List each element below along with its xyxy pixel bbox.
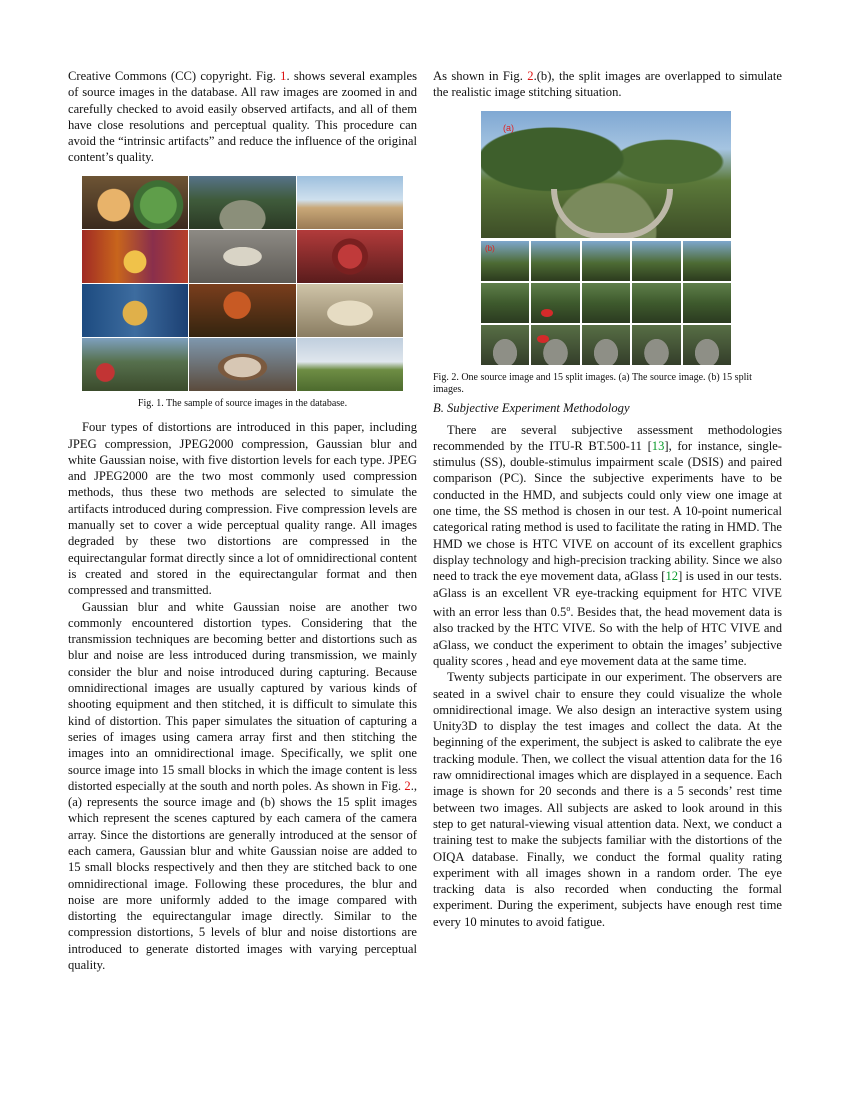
split-overlap-paragraph — [433, 68, 782, 101]
split-image-cell — [481, 283, 529, 323]
split-image-cell — [632, 283, 680, 323]
bench-arc-shape — [551, 189, 673, 238]
intro-text-a: Creative Commons (CC) copyright. Fig. — [68, 69, 281, 83]
right-column — [433, 68, 782, 930]
split-image-cell — [582, 241, 630, 281]
source-image-thumbnail — [82, 284, 188, 337]
split-text-a: As shown in Fig. — [433, 69, 528, 83]
figure-1-source-images — [82, 176, 403, 391]
split-image-cell — [531, 325, 579, 365]
methodology-paragraph — [433, 422, 782, 670]
split-image-cell — [531, 283, 579, 323]
fig1-reference[interactable]: 1 — [280, 69, 287, 83]
blur-noise-paragraph — [68, 599, 417, 974]
split-image-cell — [683, 241, 731, 281]
split-image-cell — [582, 325, 630, 365]
method-text-d: . Besides that, the head movement data is also tracked by the HTC VIVE. So with the help of HTC VIVE and aGlass, we conduct the experiment to obtain the images’ subjective quality scores , head and eye movement data at the same time. — [433, 605, 782, 668]
source-image-thumbnail — [189, 176, 295, 229]
section-heading: B. Subjective Experiment Methodology — [433, 400, 630, 415]
figure-2-label-a: (a) — [503, 122, 514, 133]
source-image-thumbnail — [297, 230, 403, 283]
figure-2-split-images — [481, 241, 731, 365]
fig2-reference[interactable]: 2 — [404, 778, 411, 793]
source-image-thumbnail — [82, 230, 188, 283]
source-image-thumbnail — [297, 284, 403, 337]
figure-2-label-b: (b) — [485, 243, 495, 253]
method-text-a: There are several subjective assessment methodologies recommended by the ITU-R BT.500-11 [ — [433, 422, 782, 453]
source-image-thumbnail — [189, 338, 295, 391]
intro-paragraph — [68, 68, 417, 166]
fig2-reference[interactable]: 2 — [527, 69, 534, 83]
split-image-cell — [683, 283, 731, 323]
citation-13[interactable]: 13 — [651, 438, 665, 453]
red-object-mark — [541, 309, 553, 317]
split-text-b: .(b), the split images are overlapped to simulate the realistic image stitching situation. — [433, 69, 782, 100]
source-image-thumbnail — [82, 176, 188, 229]
source-image-thumbnail — [82, 338, 188, 391]
blur-noise-text-b: ., (a) represents the source image and (b) shows the 15 split images which represent the scenes captured by each camera of the camera array. Since the distortions are generally introduced at the sensor of each camera, Gaussian blur and white Gaussian noise are added to 15 small blocks respectively and then they are stitched back to one omnidirectional image. Following these procedures, the blur and noise are more uniformly added to the image compared with distorting the equirectangular image directly. Similar to the compression distortions, 5 levels of blur and noise distortions are introduced to generate distorted images with varying perceptual quality. — [68, 778, 417, 973]
split-image-cell — [481, 325, 529, 365]
citation-12[interactable]: 12 — [665, 569, 679, 584]
method-text-b: ], for instance, single-stimulus (SS), double-stimulus impairment scale (DSIS) and paired comparison (PC). Since the subjective experiments have to be conducted in the HMD, and subjects could only view one image at one time, the SS method is chosen in our test. A 10-point numerical categorical rating method is used to facilitate the rating in HMD. The HMD we chose is HTC VIVE on account of its excellent graphics display technology and high-precision tracking ability. Since we also need to track the eye movement data, aGlass [ — [433, 438, 782, 584]
split-image-cell — [632, 241, 680, 281]
left-column — [68, 68, 417, 973]
red-object-mark — [537, 335, 549, 343]
figure-2-source-image — [481, 111, 731, 238]
source-image-thumbnail — [297, 338, 403, 391]
figure-2-caption: Fig. 2. One source image and 15 split images. (a) The source image. (b) 15 split images. — [433, 371, 752, 396]
method-text-c: ] is used in our tests. aGlass is an excellent VR eye-tracking equipment for HTC VIVE with an error less than 0.5 — [433, 569, 782, 620]
split-image-cell — [632, 325, 680, 365]
source-image-thumbnail — [189, 284, 295, 337]
blur-noise-text-a: Gaussian blur and white Gaussian noise are another two commonly encountered distortion types. Considering that the transmission techniques are becoming better and distortions such as blur and noise are less introduced during transmission, we mainly consider the blur and noise introduced during capturing. Because omnidirectional images are usually captured by various kinds of shooting equipment and then stitched, it is difficult to simulate this kind of distortion. This paper simulates the situation of capturing a series of images using camera array first and then stitching the images into an omnidirectional image. Specifically, we split one source image into 15 small blocks in which the image content is less distorted especially at the south and north poles. As shown in Fig. — [68, 599, 417, 793]
intro-text-b: . shows several examples of source images in the database. All raw images are zoomed in and carefully checked to avoid easily observed artifacts, and all of them have close resolutions and perceptual quality. This procedure can avoid the “intrinsic artifacts” and reduce the influence of the original content’s quality. — [68, 69, 418, 165]
subjects-paragraph: Twenty subjects participate in our experiment. The observers are seated in a swivel chair to ensure they could visualize the whole omnidirectional image. We also design an interactive system using Unity3D to display the test images and collect the data. At the beginning of the experiment, the subject is asked to calibrate the eye tracking module. Then, we collect the visual attention data for the 16 raw omnidirectional images which are displayed in a sequence. Each image is shown for 20 seconds and there is a 5 seconds’ rest time between two images. All subjects are asked to look around in this step to get natural-viewing visual attention data. Next, we conduct a training test to make the subjects familiar with the distortions of the OIQA database. Finally, we conduct the formal quality rating experiment with all images shown in a random order. The eye tracking data is also recorded when conducting the formal experiment. During the experiment, subjects have enough rest time every 10 minutes to avoid fatigue. — [433, 670, 782, 929]
split-image-cell — [531, 241, 579, 281]
degree-superscript: o — [566, 603, 571, 613]
distortion-types-paragraph: Four types of distortions are introduced in this paper, including JPEG compression, JPEG2000 compression, Gaussian blur and white Gaussian noise, with five distortion levels for each type. JPEG and JPEG2000 are the two most commonly used compression methods, thus these two methods are selected to simulate the artifacts introduced during compression. Five compression levels are manually set to cover a wide perceptual quality range. All images degraded by these two distortions are compressed in the equirectangular format directly since a lot of omnidirectional content is created and stored in the equirectangular format and then compressed and transmitted. — [68, 420, 417, 598]
figure-1-caption: Fig. 1. The sample of source images in the database. — [137, 397, 348, 409]
source-image-thumbnail — [297, 176, 403, 229]
split-image-cell — [683, 325, 731, 365]
source-image-thumbnail — [189, 230, 295, 283]
split-image-cell — [481, 241, 529, 281]
split-image-cell — [582, 283, 630, 323]
